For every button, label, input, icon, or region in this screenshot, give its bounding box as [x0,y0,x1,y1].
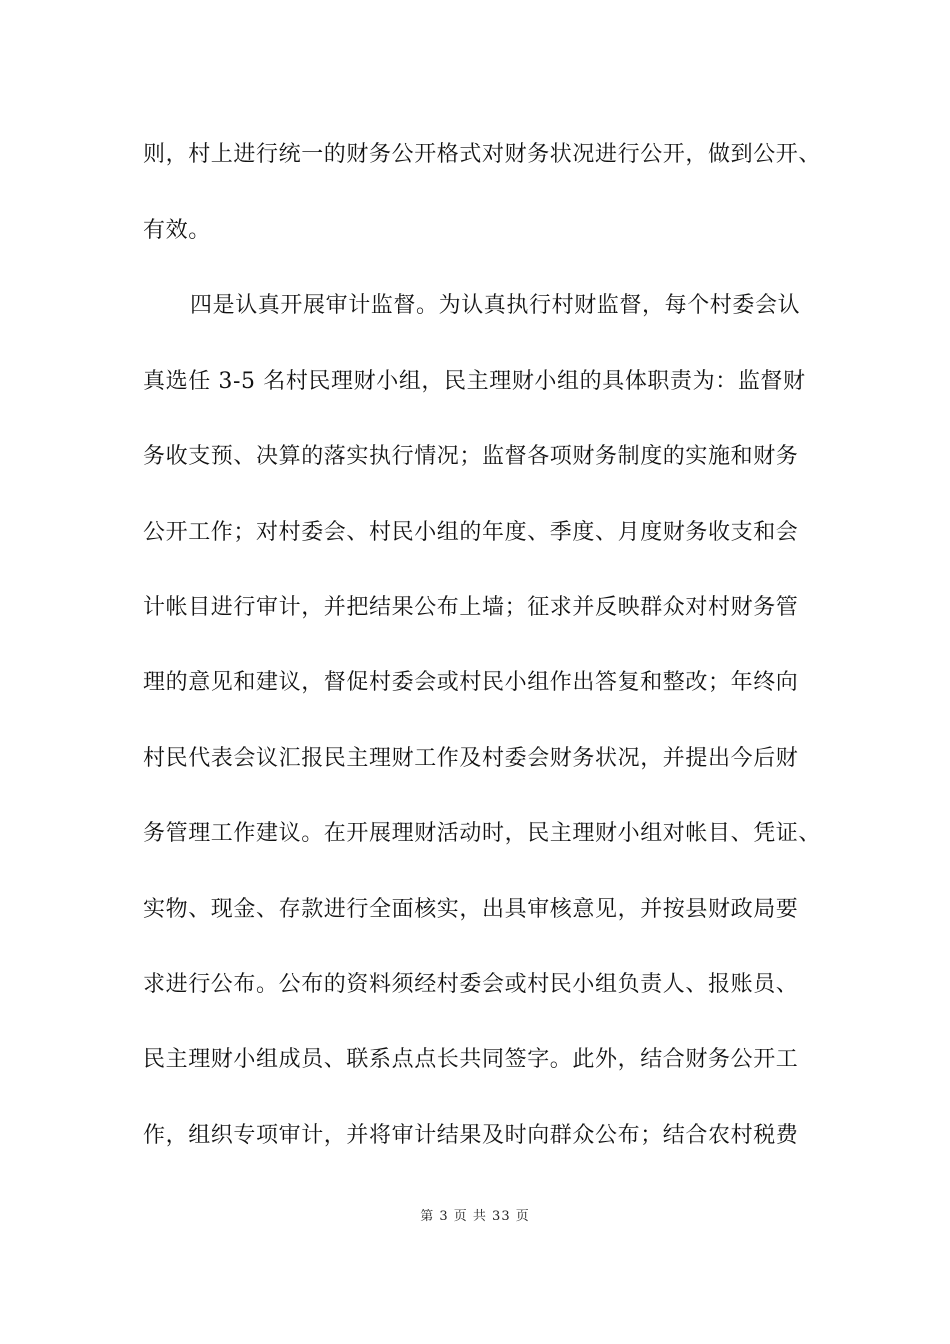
paragraph-line: 务管理工作建议。在开展理财活动时，民主理财小组对帐目、凭证、 [143,821,822,846]
paragraph-line: 计帐目进行审计，并把结果公布上墙；征求并反映群众对村财务管 [143,595,799,620]
paragraph-line: 实物、现金、存款进行全面核实，出具审核意见，并按县财政局要 [143,897,799,922]
paragraph-line: 作，组织专项审计，并将审计结果及时向群众公布；结合农村税费 [143,1123,799,1148]
paragraph-line: 理的意见和建议，督促村委会或村民小组作出答复和整改；年终向 [143,670,799,695]
paragraph-line: 务收支预、决算的落实执行情况；监督各项财务制度的实施和财务 [143,444,799,469]
paragraph-line: 公开工作；对村委会、村民小组的年度、季度、月度财务收支和会 [143,520,799,545]
paragraph-line: 真选任 3-5 名村民理财小组，民主理财小组的具体职责为：监督财 [143,369,806,394]
paragraph-line: 民主理财小组成员、联系点点长共同签字。此外，结合财务公开工 [143,1047,799,1072]
page-number: 第 3 页 共 33 页 [420,1209,530,1224]
paragraph-line: 有效。 [143,218,211,243]
paragraph-line: 则，村上进行统一的财务公开格式对财务状况进行公开，做到公开、 [143,142,822,167]
paragraph-line: 求进行公布。公布的资料须经村委会或村民小组负责人、报账员、 [143,972,799,997]
paragraph-line: 村民代表会议汇报民主理财工作及村委会财务状况，并提出今后财 [143,746,799,771]
paragraph-line: 四是认真开展审计监督。为认真执行村财监督，每个村委会认 [190,293,801,318]
